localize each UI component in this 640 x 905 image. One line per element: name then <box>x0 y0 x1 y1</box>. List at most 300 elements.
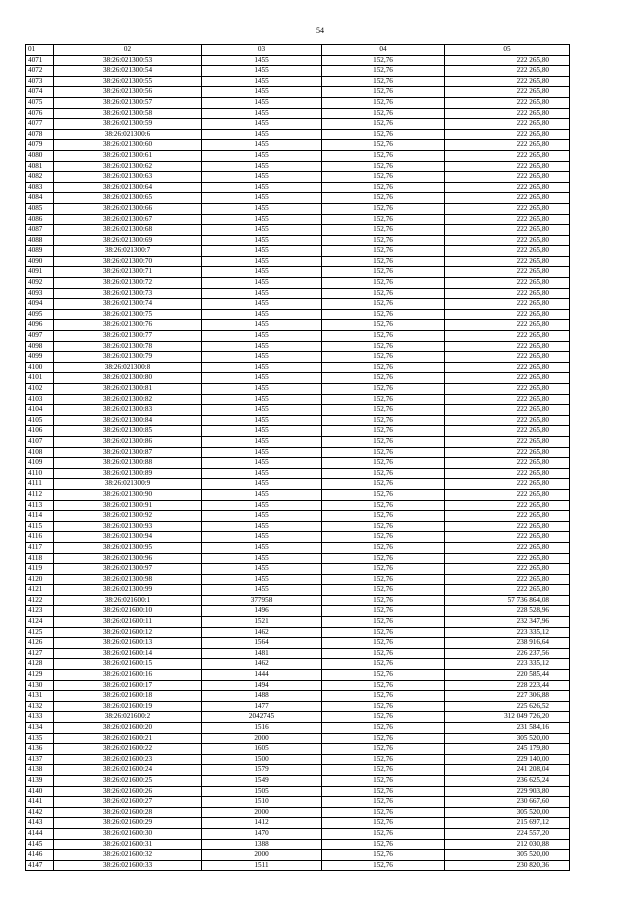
cadastral-value: 223 335,12 <box>445 659 570 670</box>
row-number: 4112 <box>26 489 54 500</box>
cadastral-number: 38:26:021300:59 <box>54 119 202 130</box>
cadastral-number: 38:26:021300:75 <box>54 309 202 320</box>
table-row <box>26 775 570 786</box>
rate-value: 152,76 <box>322 659 445 670</box>
table-row <box>26 436 570 447</box>
table-row <box>26 564 570 575</box>
cadastral-value: 222 265,80 <box>445 119 570 130</box>
area-value: 1477 <box>202 701 322 712</box>
cadastral-number: 38:26:021300:86 <box>54 436 202 447</box>
cadastral-value: 222 265,80 <box>445 129 570 140</box>
cadastral-value: 222 265,80 <box>445 564 570 575</box>
row-number: 4081 <box>26 161 54 172</box>
table-row <box>26 712 570 723</box>
row-number: 4138 <box>26 765 54 776</box>
cadastral-number: 38:26:021300:76 <box>54 320 202 331</box>
row-number: 4146 <box>26 850 54 861</box>
cadastral-number: 38:26:021600:31 <box>54 839 202 850</box>
table-row <box>26 468 570 479</box>
cadastral-number: 38:26:021600:28 <box>54 807 202 818</box>
cadastral-value: 222 265,80 <box>445 447 570 458</box>
table-row <box>26 172 570 183</box>
area-value: 1462 <box>202 659 322 670</box>
cadastral-number: 38:26:021300:87 <box>54 447 202 458</box>
cadastral-value: 57 736 864,08 <box>445 595 570 606</box>
area-value: 1455 <box>202 55 322 66</box>
table-row <box>26 288 570 299</box>
row-number: 4091 <box>26 267 54 278</box>
cadastral-number: 38:26:021600:19 <box>54 701 202 712</box>
table-row <box>26 574 570 585</box>
table-row <box>26 87 570 98</box>
cadastral-number: 38:26:021300:8 <box>54 362 202 373</box>
table-row <box>26 182 570 193</box>
rate-value: 152,76 <box>322 214 445 225</box>
rate-value: 152,76 <box>322 489 445 500</box>
area-value: 1455 <box>202 468 322 479</box>
row-number: 4114 <box>26 511 54 522</box>
rate-value: 152,76 <box>322 341 445 352</box>
area-value: 1455 <box>202 161 322 172</box>
cadastral-number: 38:26:021300:95 <box>54 542 202 553</box>
row-number: 4080 <box>26 150 54 161</box>
row-number: 4105 <box>26 415 54 426</box>
area-value: 1455 <box>202 119 322 130</box>
cadastral-number: 38:26:021300:81 <box>54 384 202 395</box>
area-value: 1455 <box>202 511 322 522</box>
table-row <box>26 76 570 87</box>
table-row <box>26 606 570 617</box>
cadastral-number: 38:26:021600:23 <box>54 754 202 765</box>
cadastral-value: 222 265,80 <box>445 352 570 363</box>
cadastral-number: 38:26:021300:92 <box>54 511 202 522</box>
table-row <box>26 267 570 278</box>
area-value: 1455 <box>202 394 322 405</box>
table-row <box>26 595 570 606</box>
cadastral-value: 222 265,80 <box>445 108 570 119</box>
area-value: 1455 <box>202 172 322 183</box>
table-header-row <box>26 45 570 56</box>
row-number: 4086 <box>26 214 54 225</box>
row-number: 4103 <box>26 394 54 405</box>
cadastral-number: 38:26:021300:54 <box>54 66 202 77</box>
cadastral-value: 222 265,80 <box>445 267 570 278</box>
rate-value: 152,76 <box>322 150 445 161</box>
rate-value: 152,76 <box>322 458 445 469</box>
area-value: 1455 <box>202 500 322 511</box>
rate-value: 152,76 <box>322 309 445 320</box>
table-row <box>26 203 570 214</box>
area-value: 1579 <box>202 765 322 776</box>
row-number: 4109 <box>26 458 54 469</box>
rate-value: 152,76 <box>322 256 445 267</box>
area-value: 1455 <box>202 352 322 363</box>
row-number: 4088 <box>26 235 54 246</box>
cadastral-value: 222 265,80 <box>445 309 570 320</box>
table-row <box>26 405 570 416</box>
cadastral-number: 38:26:021300:98 <box>54 574 202 585</box>
area-value: 1455 <box>202 542 322 553</box>
rate-value: 152,76 <box>322 754 445 765</box>
area-value: 1455 <box>202 405 322 416</box>
rate-value: 152,76 <box>322 373 445 384</box>
area-value: 1516 <box>202 723 322 734</box>
cadastral-number: 38:26:021600:15 <box>54 659 202 670</box>
area-value: 1455 <box>202 436 322 447</box>
row-number: 4141 <box>26 797 54 808</box>
cadastral-value: 222 265,80 <box>445 76 570 87</box>
rate-value: 152,76 <box>322 66 445 77</box>
column-header: 05 <box>445 45 570 56</box>
cadastral-value: 222 265,80 <box>445 479 570 490</box>
row-number: 4076 <box>26 108 54 119</box>
rate-value: 152,76 <box>322 246 445 257</box>
row-number: 4099 <box>26 352 54 363</box>
row-number: 4113 <box>26 500 54 511</box>
rate-value: 152,76 <box>322 521 445 532</box>
cadastral-table <box>25 44 570 871</box>
rate-value: 152,76 <box>322 172 445 183</box>
table-row <box>26 193 570 204</box>
rate-value: 152,76 <box>322 564 445 575</box>
cadastral-number: 38:26:021300:55 <box>54 76 202 87</box>
table-row <box>26 415 570 426</box>
cadastral-value: 222 265,80 <box>445 532 570 543</box>
cadastral-value: 222 265,80 <box>445 87 570 98</box>
cadastral-value: 222 265,80 <box>445 574 570 585</box>
row-number: 4124 <box>26 617 54 628</box>
row-number: 4140 <box>26 786 54 797</box>
rate-value: 152,76 <box>322 733 445 744</box>
cadastral-value: 230 820,36 <box>445 860 570 871</box>
area-value: 1412 <box>202 818 322 829</box>
cadastral-value: 222 265,80 <box>445 458 570 469</box>
cadastral-value: 223 335,12 <box>445 627 570 638</box>
cadastral-value: 222 265,80 <box>445 140 570 151</box>
area-value: 1455 <box>202 553 322 564</box>
area-value: 1481 <box>202 648 322 659</box>
row-number: 4111 <box>26 479 54 490</box>
row-number: 4110 <box>26 468 54 479</box>
rate-value: 152,76 <box>322 818 445 829</box>
cadastral-value: 245 179,80 <box>445 744 570 755</box>
table-row <box>26 532 570 543</box>
rate-value: 152,76 <box>322 638 445 649</box>
rate-value: 152,76 <box>322 744 445 755</box>
cadastral-number: 38:26:021300:83 <box>54 405 202 416</box>
cadastral-number: 38:26:021300:66 <box>54 203 202 214</box>
cadastral-value: 222 265,80 <box>445 246 570 257</box>
rate-value: 152,76 <box>322 839 445 850</box>
cadastral-number: 38:26:021300:69 <box>54 235 202 246</box>
cadastral-value: 227 306,88 <box>445 691 570 702</box>
cadastral-value: 228 528,96 <box>445 606 570 617</box>
row-number: 4126 <box>26 638 54 649</box>
row-number: 4129 <box>26 670 54 681</box>
table-body <box>26 45 570 871</box>
area-value: 2000 <box>202 733 322 744</box>
row-number: 4128 <box>26 659 54 670</box>
cadastral-value: 222 265,80 <box>445 55 570 66</box>
rate-value: 152,76 <box>322 362 445 373</box>
area-value: 1500 <box>202 754 322 765</box>
row-number: 4077 <box>26 119 54 130</box>
cadastral-value: 238 916,64 <box>445 638 570 649</box>
area-value: 1388 <box>202 839 322 850</box>
cadastral-number: 38:26:021300:65 <box>54 193 202 204</box>
rate-value: 152,76 <box>322 617 445 628</box>
row-number: 4136 <box>26 744 54 755</box>
table-row <box>26 447 570 458</box>
area-value: 1455 <box>202 108 322 119</box>
rate-value: 152,76 <box>322 288 445 299</box>
rate-value: 152,76 <box>322 701 445 712</box>
row-number: 4116 <box>26 532 54 543</box>
table-row <box>26 394 570 405</box>
area-value: 1455 <box>202 489 322 500</box>
rate-value: 152,76 <box>322 691 445 702</box>
table-row <box>26 765 570 776</box>
rate-value: 152,76 <box>322 352 445 363</box>
table-row <box>26 140 570 151</box>
rate-value: 152,76 <box>322 479 445 490</box>
area-value: 1455 <box>202 373 322 384</box>
rate-value: 152,76 <box>322 87 445 98</box>
table-row <box>26 309 570 320</box>
table-row <box>26 585 570 596</box>
cadastral-number: 38:26:021300:61 <box>54 150 202 161</box>
cadastral-number: 38:26:021600:13 <box>54 638 202 649</box>
cadastral-value: 305 520,00 <box>445 850 570 861</box>
row-number: 4134 <box>26 723 54 734</box>
cadastral-value: 222 265,80 <box>445 320 570 331</box>
cadastral-value: 222 265,80 <box>445 225 570 236</box>
cadastral-value: 229 140,00 <box>445 754 570 765</box>
cadastral-number: 38:26:021600:24 <box>54 765 202 776</box>
table-row <box>26 331 570 342</box>
area-value: 1455 <box>202 76 322 87</box>
table-row <box>26 362 570 373</box>
area-value: 1455 <box>202 87 322 98</box>
area-value: 1605 <box>202 744 322 755</box>
cadastral-value: 222 265,80 <box>445 585 570 596</box>
area-value: 1455 <box>202 341 322 352</box>
cadastral-number: 38:26:021300:60 <box>54 140 202 151</box>
rate-value: 152,76 <box>322 850 445 861</box>
table-row <box>26 659 570 670</box>
row-number: 4093 <box>26 288 54 299</box>
rate-value: 152,76 <box>322 807 445 818</box>
rate-value: 152,76 <box>322 426 445 437</box>
cadastral-value: 222 265,80 <box>445 468 570 479</box>
cadastral-value: 222 265,80 <box>445 288 570 299</box>
cadastral-number: 38:26:021300:70 <box>54 256 202 267</box>
rate-value: 152,76 <box>322 532 445 543</box>
table-row <box>26 511 570 522</box>
row-number: 4143 <box>26 818 54 829</box>
row-number: 4118 <box>26 553 54 564</box>
cadastral-value: 222 265,80 <box>445 373 570 384</box>
cadastral-number: 38:26:021300:91 <box>54 500 202 511</box>
table-row <box>26 627 570 638</box>
cadastral-value: 222 265,80 <box>445 405 570 416</box>
cadastral-value: 222 265,80 <box>445 203 570 214</box>
cadastral-value: 220 585,44 <box>445 670 570 681</box>
cadastral-number: 38:26:021300:73 <box>54 288 202 299</box>
area-value: 1455 <box>202 415 322 426</box>
row-number: 4131 <box>26 691 54 702</box>
row-number: 4119 <box>26 564 54 575</box>
table-row <box>26 723 570 734</box>
cadastral-value: 222 265,80 <box>445 394 570 405</box>
area-value: 1455 <box>202 331 322 342</box>
row-number: 4100 <box>26 362 54 373</box>
area-value: 1455 <box>202 532 322 543</box>
cadastral-number: 38:26:021300:68 <box>54 225 202 236</box>
cadastral-number: 38:26:021600:20 <box>54 723 202 734</box>
column-header: 02 <box>54 45 202 56</box>
cadastral-value: 222 265,80 <box>445 161 570 172</box>
table-row <box>26 129 570 140</box>
cadastral-number: 38:26:021300:99 <box>54 585 202 596</box>
cadastral-number: 38:26:021300:58 <box>54 108 202 119</box>
area-value: 2000 <box>202 807 322 818</box>
cadastral-value: 222 265,80 <box>445 331 570 342</box>
rate-value: 152,76 <box>322 648 445 659</box>
rate-value: 152,76 <box>322 55 445 66</box>
rate-value: 152,76 <box>322 680 445 691</box>
rate-value: 152,76 <box>322 542 445 553</box>
row-number: 4085 <box>26 203 54 214</box>
cadastral-number: 38:26:021300:94 <box>54 532 202 543</box>
cadastral-number: 38:26:021300:9 <box>54 479 202 490</box>
table-row <box>26 373 570 384</box>
cadastral-number: 38:26:021600:29 <box>54 818 202 829</box>
table-row <box>26 638 570 649</box>
table-row <box>26 278 570 289</box>
cadastral-value: 228 223,44 <box>445 680 570 691</box>
row-number: 4144 <box>26 828 54 839</box>
row-number: 4072 <box>26 66 54 77</box>
cadastral-number: 38:26:021300:57 <box>54 97 202 108</box>
area-value: 1549 <box>202 775 322 786</box>
rate-value: 152,76 <box>322 606 445 617</box>
area-value: 1455 <box>202 182 322 193</box>
cadastral-number: 38:26:021600:14 <box>54 648 202 659</box>
rate-value: 152,76 <box>322 76 445 87</box>
cadastral-value: 222 265,80 <box>445 511 570 522</box>
table-row <box>26 489 570 500</box>
table-row <box>26 839 570 850</box>
table-row <box>26 860 570 871</box>
cadastral-number: 38:26:021600:1 <box>54 595 202 606</box>
rate-value: 152,76 <box>322 161 445 172</box>
row-number: 4127 <box>26 648 54 659</box>
row-number: 4117 <box>26 542 54 553</box>
row-number: 4142 <box>26 807 54 818</box>
table-row <box>26 246 570 257</box>
cadastral-number: 38:26:021300:82 <box>54 394 202 405</box>
cadastral-number: 38:26:021300:74 <box>54 299 202 310</box>
rate-value: 152,76 <box>322 670 445 681</box>
cadastral-number: 38:26:021600:16 <box>54 670 202 681</box>
rate-value: 152,76 <box>322 712 445 723</box>
cadastral-value: 222 265,80 <box>445 436 570 447</box>
row-number: 4130 <box>26 680 54 691</box>
rate-value: 152,76 <box>322 331 445 342</box>
rate-value: 152,76 <box>322 585 445 596</box>
row-number: 4084 <box>26 193 54 204</box>
table-row <box>26 256 570 267</box>
row-number: 4083 <box>26 182 54 193</box>
cadastral-value: 231 584,16 <box>445 723 570 734</box>
table-row <box>26 691 570 702</box>
cadastral-value: 222 265,80 <box>445 256 570 267</box>
area-value: 1455 <box>202 564 322 575</box>
rate-value: 152,76 <box>322 723 445 734</box>
area-value: 1455 <box>202 479 322 490</box>
page-number: 54 <box>316 26 324 35</box>
row-number: 4107 <box>26 436 54 447</box>
cadastral-number: 38:26:021300:78 <box>54 341 202 352</box>
row-number: 4082 <box>26 172 54 183</box>
cadastral-number: 38:26:021300:79 <box>54 352 202 363</box>
rate-value: 152,76 <box>322 235 445 246</box>
cadastral-value: 232 347,96 <box>445 617 570 628</box>
cadastral-number: 38:26:021300:6 <box>54 129 202 140</box>
rate-value: 152,76 <box>322 860 445 871</box>
row-number: 4097 <box>26 331 54 342</box>
area-value: 1455 <box>202 66 322 77</box>
cadastral-value: 222 265,80 <box>445 278 570 289</box>
row-number: 4101 <box>26 373 54 384</box>
cadastral-number: 38:26:021300:89 <box>54 468 202 479</box>
cadastral-value: 305 520,00 <box>445 807 570 818</box>
table-row <box>26 850 570 861</box>
rate-value: 152,76 <box>322 553 445 564</box>
row-number: 4092 <box>26 278 54 289</box>
cadastral-number: 38:26:021600:12 <box>54 627 202 638</box>
area-value: 1455 <box>202 129 322 140</box>
area-value: 1470 <box>202 828 322 839</box>
column-header: 01 <box>26 45 54 56</box>
rate-value: 152,76 <box>322 415 445 426</box>
cadastral-number: 38:26:021300:80 <box>54 373 202 384</box>
rate-value: 152,76 <box>322 278 445 289</box>
rate-value: 152,76 <box>322 225 445 236</box>
cadastral-value: 222 265,80 <box>445 489 570 500</box>
table-row <box>26 786 570 797</box>
cadastral-number: 38:26:021300:84 <box>54 415 202 426</box>
row-number: 4122 <box>26 595 54 606</box>
area-value: 1511 <box>202 860 322 871</box>
table-row <box>26 55 570 66</box>
rate-value: 152,76 <box>322 468 445 479</box>
table-row <box>26 670 570 681</box>
row-number: 4095 <box>26 309 54 320</box>
cadastral-number: 38:26:021300:72 <box>54 278 202 289</box>
rate-value: 152,76 <box>322 436 445 447</box>
area-value: 1505 <box>202 786 322 797</box>
rate-value: 152,76 <box>322 108 445 119</box>
table-row <box>26 426 570 437</box>
cadastral-value: 229 903,80 <box>445 786 570 797</box>
rate-value: 152,76 <box>322 203 445 214</box>
rate-value: 152,76 <box>322 320 445 331</box>
cadastral-number: 38:26:021300:67 <box>54 214 202 225</box>
area-value: 1494 <box>202 680 322 691</box>
rate-value: 152,76 <box>322 595 445 606</box>
